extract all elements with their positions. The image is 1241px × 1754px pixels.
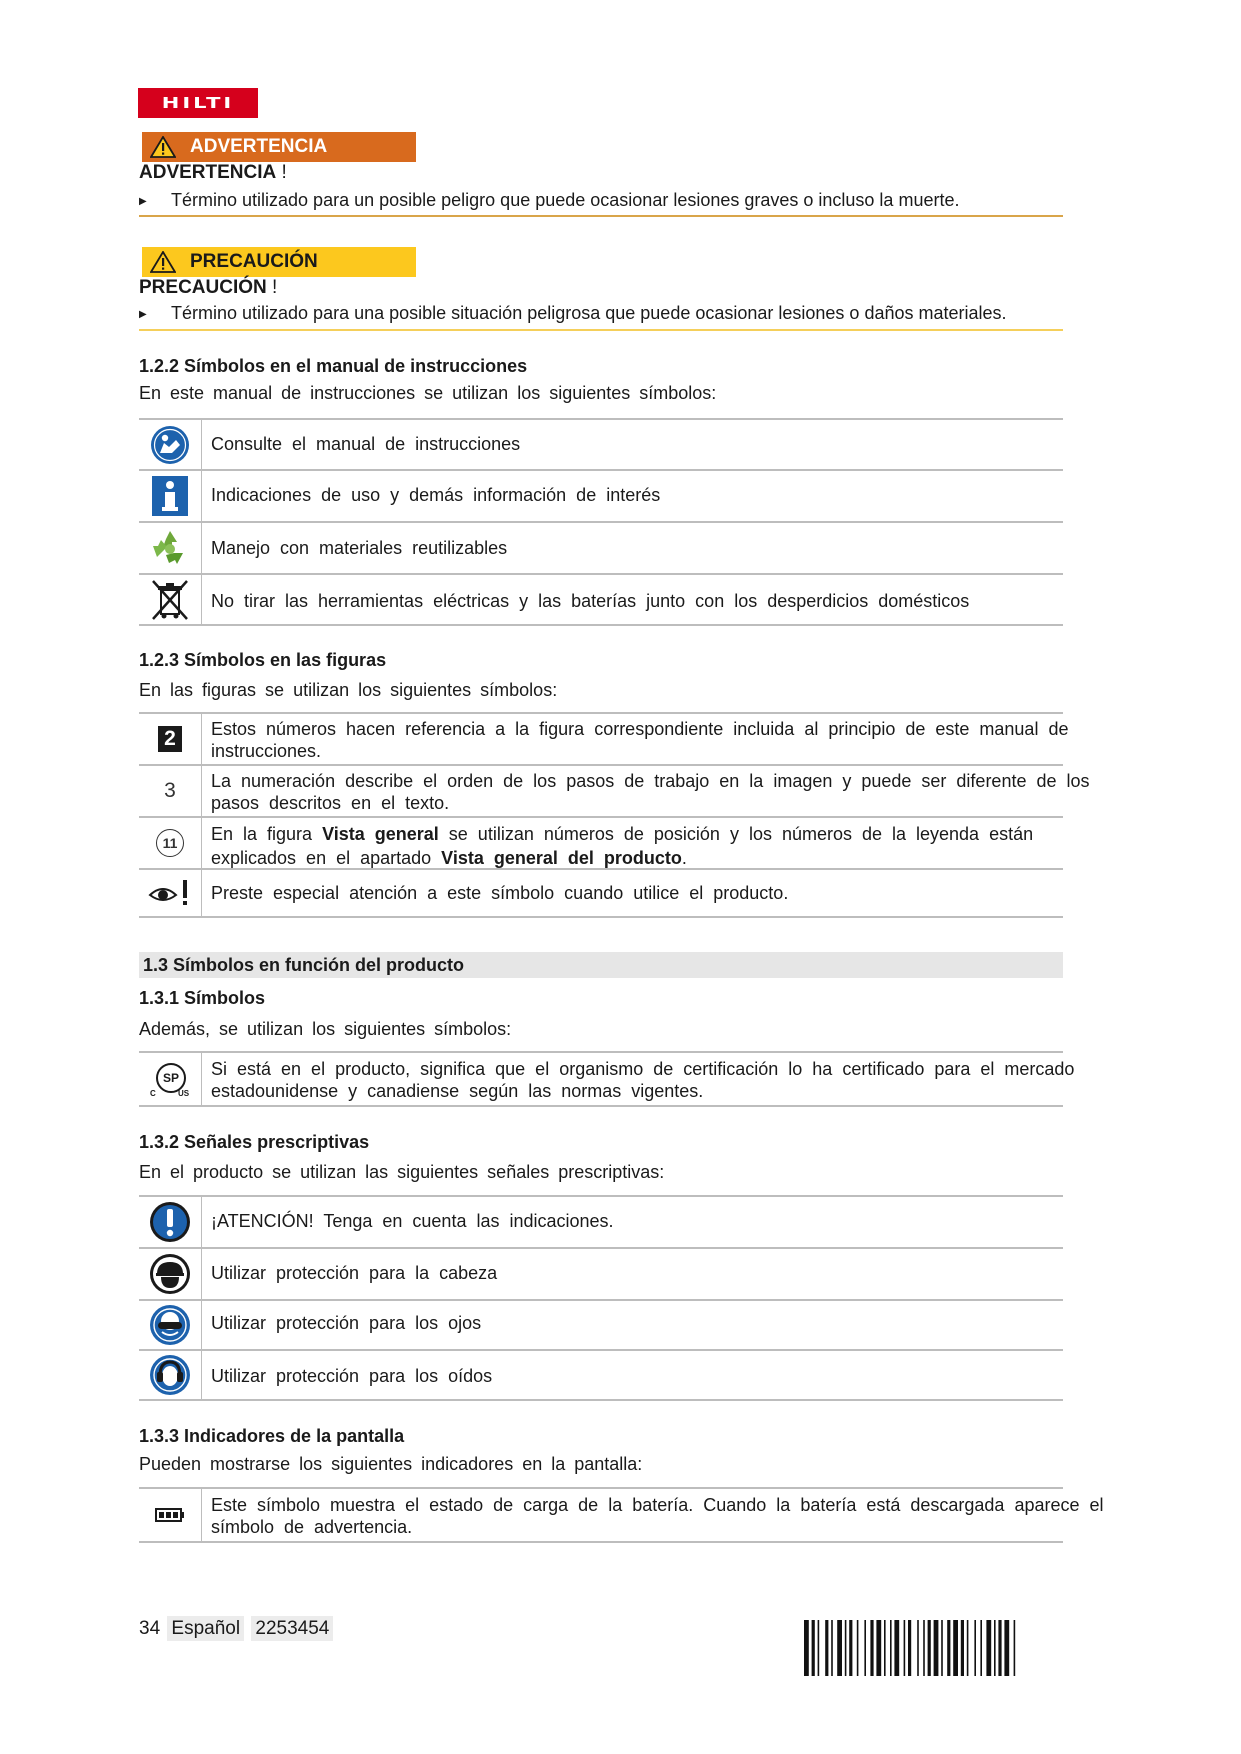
table-cell-text: En la figura Vista general se utilizan números de posición y los números de la leyenda están explicados en el apartado Vista general del producto. <box>211 824 1034 868</box>
table-cell-text: La numeración describe el orden de los pasos de trabajo en la imagen y puede ser diferente de los pasos descritos en el texto. <box>211 771 1090 813</box>
section-heading-manual-symbols: 1.2.2 Símbolos en el manual de instrucciones <box>139 356 528 376</box>
table-cell-text: Preste especial atención a este símbolo cuando utilice el producto. <box>211 883 789 903</box>
table-cell-text: Estos números hacen referencia a la figura correspondiente incluida al principio de este manual de instrucciones. <box>211 719 1069 761</box>
recycle-icon <box>149 527 191 569</box>
bullet-arrow-icon: ▶ <box>139 196 147 207</box>
table-cell-text: ¡ATENCIÓN! Tenga en cuenta las indicaciones. <box>211 1211 614 1231</box>
table-cell-text: Utilizar protección para los ojos <box>211 1313 482 1333</box>
ear-protection-icon <box>149 1354 191 1396</box>
section-heading-figure-symbols: 1.2.3 Símbolos en las figuras <box>139 650 387 670</box>
table-row <box>139 1299 1063 1349</box>
table-row <box>139 1195 1063 1247</box>
page-number: 34 <box>139 1618 161 1639</box>
product-symbols-intro: Además, se utilizan los siguientes símbolos: <box>139 1019 512 1039</box>
position-number-icon: 11 <box>156 829 184 857</box>
eye-protection-icon <box>149 1304 191 1346</box>
logo-text: HILTI <box>161 94 235 112</box>
table-row <box>139 418 1063 469</box>
table-cell-text: Utilizar protección para la cabeza <box>211 1263 498 1283</box>
mandatory-signs-intro: En el producto se utilizan las siguientes señales prescriptivas: <box>139 1162 665 1182</box>
step-number-icon: 3 <box>164 779 176 802</box>
caution-divider <box>139 329 1063 331</box>
table-cell-text: No tirar las herramientas eléctricas y las baterías junto con los desperdicios domésticos <box>211 591 970 611</box>
warning-triangle-icon <box>150 136 176 158</box>
table-row <box>139 712 1069 764</box>
barcode-icon <box>804 1620 1060 1676</box>
info-icon <box>150 474 190 518</box>
warning-label-text: ADVERTENCIA <box>190 136 328 157</box>
footer-code: 2253454 <box>251 1616 333 1641</box>
section-heading-mandatory-signs: 1.3.2 Señales prescriptivas <box>139 1132 370 1152</box>
section-title-product-symbols: 1.3 Símbolos en función del producto <box>139 952 1063 978</box>
section-heading-display-indicators: 1.3.3 Indicadores de la pantalla <box>139 1426 405 1446</box>
head-protection-icon <box>149 1253 191 1295</box>
crossed-bin-icon <box>150 578 190 622</box>
bullet-arrow-icon: ▶ <box>139 309 147 320</box>
hilti-logo <box>138 88 258 118</box>
footer-language: Español <box>167 1616 244 1641</box>
table-row <box>139 1487 1104 1543</box>
table-row <box>139 1051 1075 1107</box>
warning-triangle-icon <box>150 251 176 273</box>
table-row <box>139 469 1063 521</box>
table-row <box>139 521 1063 573</box>
read-manual-icon <box>150 425 190 465</box>
table-row <box>139 764 1090 816</box>
warning-signal-label <box>142 132 416 162</box>
table-row <box>139 1247 1063 1299</box>
battery-indicator-icon <box>155 1507 185 1523</box>
table-row <box>139 868 1063 918</box>
figure-number-icon: 2 <box>158 726 182 752</box>
csa-certification-icon: SP C US <box>150 1059 190 1099</box>
manual-symbols-intro: En este manual de instrucciones se utilizan los siguientes símbolos: <box>139 383 717 403</box>
warning-divider <box>139 215 1063 217</box>
table-cell-text: Si está en el producto, significa que el organismo de certificación lo ha certificado para el mercado estadounidense y canadiense según las normas vigentes. <box>211 1059 1075 1101</box>
caution-signal-label <box>142 247 416 277</box>
caution-description: ▶ Término utilizado para una posible situación peligrosa que puede ocasionar lesiones o daños materiales. <box>139 303 1007 323</box>
warning-word: ADVERTENCIA ! <box>139 162 287 183</box>
caution-word: PRECAUCIÓN ! <box>139 277 278 298</box>
caution-label-text: PRECAUCIÓN <box>190 251 318 272</box>
figure-symbols-intro: En las figuras se utilizan los siguientes símbolos: <box>139 680 558 700</box>
table-cell-text: Utilizar protección para los oídos <box>211 1366 493 1386</box>
page-footer <box>139 1618 333 1640</box>
table-row <box>139 573 1063 626</box>
eye-attention-icon <box>148 878 192 908</box>
table-cell-text: Manejo con materiales reutilizables <box>211 538 508 558</box>
display-indicators-intro: Pueden mostrarse los siguientes indicadores en la pantalla: <box>139 1454 643 1474</box>
table-row <box>139 816 1063 868</box>
table-row <box>139 1349 1063 1401</box>
table-cell-text: Este símbolo muestra el estado de carga de la batería. Cuando la batería está descargada aparece el símbolo de advertencia. <box>211 1495 1104 1537</box>
table-cell-text: Indicaciones de uso y demás información de interés <box>211 485 661 505</box>
attention-exclamation-icon <box>149 1201 191 1243</box>
section-heading-symbols: 1.3.1 Símbolos <box>139 988 266 1008</box>
table-cell-text: Consulte el manual de instrucciones <box>211 434 521 454</box>
warning-description: ▶ Término utilizado para un posible peligro que puede ocasionar lesiones graves o incluso la muerte. <box>139 190 960 210</box>
